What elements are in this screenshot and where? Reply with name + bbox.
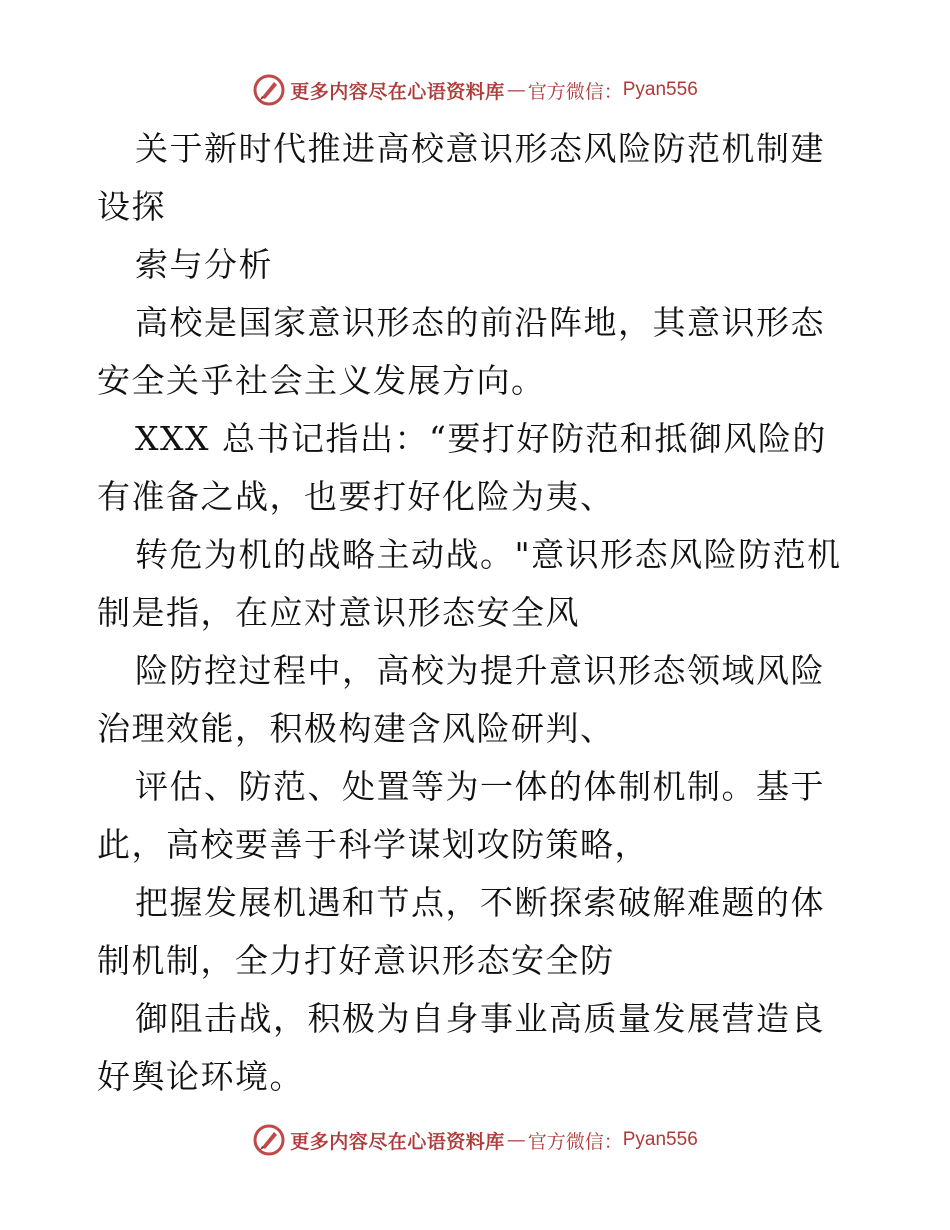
watermark-wechat-id: Pyan556 [622, 1129, 698, 1150]
body-paragraph: 御阻击战，积极为自身事业高质量发展营造良好舆论环境。 [97, 999, 825, 1096]
watermark-header [0, 70, 950, 110]
title-line-1: 关于新时代推进高校意识形态风险防范机制建设探 [97, 129, 825, 226]
body-paragraph: 高校是国家意识形态的前沿阵地，其意识形态安全关乎社会主义发展方向。 [97, 303, 825, 400]
body-paragraph: 险防控过程中，高校为提升意识形态领域风险治理效能，积极构建含风险研判、 [97, 651, 825, 748]
title-line-2: 索与分析 [135, 245, 273, 284]
watermark-wechat-id: Pyan556 [622, 79, 698, 100]
body-paragraph: 评估、防范、处置等为一体的体制机制。基于此，高校要善于科学谋划攻防策略， [97, 767, 825, 864]
watermark-footer [0, 1120, 950, 1160]
watermark-site-text: 更多内容尽在心语资料库 [290, 80, 505, 103]
body-paragraph: 把握发展机遇和节点，不断探索破解难题的体制机制，全力打好意识形态安全防 [97, 883, 825, 980]
body-paragraph: XXX 总书记指出：“要打好防范和抵御风险的有准备之战，也要打好化险为夷、 [97, 419, 827, 516]
watermark-dash: — [506, 79, 526, 101]
document-body [97, 120, 857, 1106]
watermark-dash: — [506, 1129, 526, 1151]
body-paragraph: 转危为机的战略主动战。"意识形态风险防范机制是指，在应对意识形态安全风 [97, 535, 842, 632]
watermark-wechat-label: 官方微信： [527, 1130, 623, 1153]
quill-logo-icon [252, 73, 286, 107]
quill-logo-icon [252, 1123, 286, 1157]
watermark-wechat-label: 官方微信： [527, 80, 623, 103]
watermark-site-text: 更多内容尽在心语资料库 [290, 1130, 505, 1153]
